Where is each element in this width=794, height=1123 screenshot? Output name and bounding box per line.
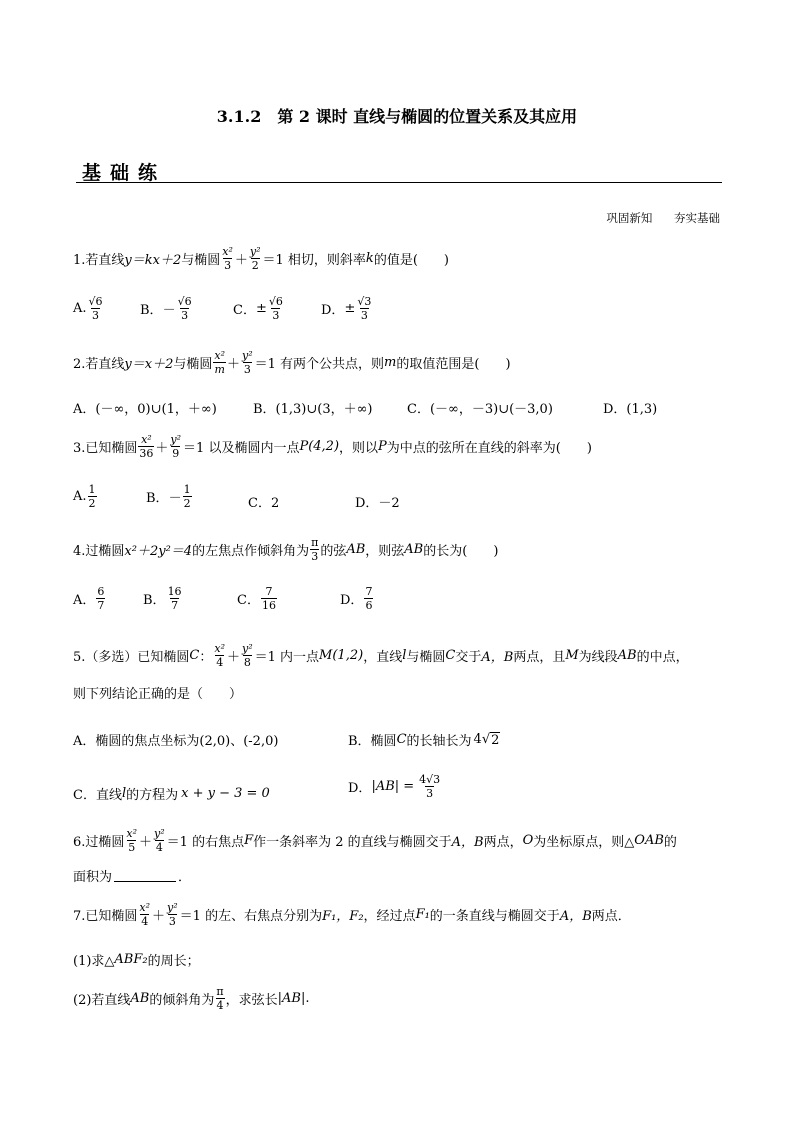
- fraction: [418, 774, 441, 799]
- question-4: [73, 537, 498, 562]
- q5-option-d[interactable]: [348, 774, 442, 799]
- text-segment: k: [365, 251, 374, 266]
- text-segment: m: [384, 355, 397, 370]
- fraction-denominator: 3: [272, 309, 280, 322]
- text-segment: B．: [143, 593, 166, 608]
- text-segment: ，经过点: [363, 909, 416, 924]
- fraction-denominator: 3: [181, 309, 189, 322]
- question-7-part-1: [73, 950, 200, 969]
- q5-option-c[interactable]: [73, 784, 270, 803]
- q2-option-a[interactable]: A．(－∞，0)∪(1，＋∞): [73, 402, 217, 417]
- fraction-denominator: 2: [88, 497, 96, 510]
- text-segment: ＝1 相切，则斜率: [262, 253, 366, 268]
- q4-option-a[interactable]: [73, 586, 106, 611]
- text-segment: OAB: [634, 833, 664, 848]
- text-segment: ＝1 的左、右焦点分别为: [179, 909, 323, 924]
- fraction-denominator: 7: [171, 599, 179, 612]
- text-segment: D．: [340, 593, 364, 608]
- fraction: [88, 296, 104, 321]
- question-7: [73, 902, 631, 927]
- question-6-line-2: [73, 866, 191, 885]
- fraction-numerator: √3: [357, 295, 372, 308]
- text-segment: l: [121, 786, 127, 801]
- text-segment: 的: [663, 835, 677, 850]
- answer-blank[interactable]: [114, 869, 176, 882]
- text-segment: 面积为: [73, 870, 113, 885]
- text-segment: B．椭圆: [348, 734, 397, 749]
- text-segment: B．: [146, 491, 169, 506]
- fraction: [364, 586, 373, 611]
- text-segment: C．: [237, 593, 260, 608]
- question-6: [73, 828, 677, 853]
- text-segment: |AB|: [277, 991, 306, 1006]
- text-segment: －: [162, 303, 176, 318]
- text-segment: ．: [178, 870, 192, 885]
- q1-option-c[interactable]: [233, 296, 285, 321]
- text-segment: ，直线: [363, 650, 403, 665]
- text-segment: C: [445, 648, 456, 663]
- fraction: [261, 586, 277, 611]
- text-segment: AB: [346, 542, 366, 557]
- fraction-numerator: 1: [88, 483, 96, 496]
- fraction: [215, 986, 224, 1011]
- fraction-numerator: y²: [170, 433, 182, 446]
- fraction-numerator: 16: [167, 585, 182, 598]
- fraction-numerator: 7: [265, 585, 273, 598]
- fraction: [153, 828, 166, 853]
- text-segment: ±: [344, 301, 356, 316]
- fraction: [221, 246, 234, 271]
- text-segment: AB: [617, 648, 637, 663]
- fraction-denominator: 2: [183, 497, 191, 510]
- text-segment: －: [168, 491, 182, 506]
- fraction-numerator: y²: [242, 642, 253, 655]
- text-segment: ，则弦: [365, 544, 405, 559]
- fraction-numerator: x²: [126, 827, 138, 840]
- section-heading: 基础练: [82, 162, 167, 184]
- text-segment: O: [522, 833, 534, 848]
- text-segment: A.: [73, 489, 87, 504]
- text-segment: 的左焦点作倾斜角为: [192, 544, 310, 559]
- fraction-numerator: x²: [222, 245, 233, 258]
- text-segment: y＝kx＋2: [124, 253, 182, 268]
- q4-option-d[interactable]: [340, 586, 374, 611]
- fraction-numerator: y²: [154, 827, 165, 840]
- text-segment: ＝1 以及椭圆内一点: [183, 441, 300, 456]
- fraction: [268, 296, 284, 321]
- q2-option-d[interactable]: D．(1,3): [603, 402, 658, 417]
- fraction-numerator: 1: [183, 483, 191, 496]
- fraction-denominator: 8: [243, 656, 251, 669]
- fraction-denominator: 3: [224, 259, 232, 272]
- text-segment: 的方程为: [126, 788, 179, 803]
- fraction-denominator: 2: [251, 259, 259, 272]
- text-segment: D．: [321, 303, 345, 318]
- text-segment: ，则以: [339, 441, 379, 456]
- fraction: [249, 246, 262, 271]
- text-segment: 4.过椭圆: [73, 544, 125, 559]
- fraction-denominator: 3: [426, 787, 434, 800]
- text-segment: 6.过椭圆: [73, 835, 125, 850]
- text-segment: A．: [73, 593, 96, 608]
- q4-option-b[interactable]: [143, 586, 184, 611]
- text-segment: 的取值范围是( ): [396, 357, 511, 372]
- q1-option-d[interactable]: [321, 296, 373, 321]
- text-segment: ＋: [227, 357, 241, 372]
- text-segment: (1)求△: [73, 954, 115, 969]
- text-segment: 两点，: [483, 835, 523, 850]
- question-1: [73, 246, 449, 271]
- text-segment: 的长轴长为: [406, 734, 472, 749]
- text-segment: |AB| =: [371, 779, 415, 794]
- text-segment: 的一条直线与椭圆交于: [429, 909, 560, 924]
- text-segment: 交于: [455, 650, 482, 665]
- text-segment: 的倾斜角为: [149, 993, 215, 1008]
- fraction-denominator: 4: [216, 999, 224, 1012]
- fraction-numerator: 7: [365, 585, 373, 598]
- question-2: [73, 350, 511, 375]
- fraction-numerator: 4√3: [419, 773, 441, 786]
- text-segment: .: [305, 991, 310, 1006]
- fraction-numerator: π: [311, 536, 319, 549]
- q2-option-b[interactable]: B．(1,3)∪(3，＋∞): [253, 402, 373, 417]
- text-segment: F₁，F₂: [322, 909, 364, 924]
- text-segment: AB: [130, 991, 150, 1006]
- text-segment: ＋: [234, 253, 248, 268]
- text-segment: B．: [140, 303, 163, 318]
- fraction-denominator: m: [214, 363, 225, 376]
- text-segment: 的弦: [320, 544, 347, 559]
- text-segment: l: [402, 648, 407, 663]
- fraction: [166, 902, 179, 927]
- text-segment: AB: [404, 542, 424, 557]
- text-segment: A，B: [559, 909, 592, 924]
- text-segment: 为坐标原点，则△: [533, 835, 635, 850]
- fraction-denominator: 7: [97, 599, 105, 612]
- fraction: [356, 296, 372, 321]
- text-segment: 与椭圆: [173, 357, 213, 372]
- text-segment: P(4,2): [299, 439, 340, 454]
- text-segment: x²＋2y²＝4: [124, 544, 193, 559]
- q4-option-c[interactable]: [237, 586, 278, 611]
- text-segment: 两点，且: [513, 650, 566, 665]
- question-5-line-2: 则下列结论正确的是（ ）: [73, 687, 243, 702]
- text-segment: C．直线: [73, 788, 122, 803]
- fraction-numerator: x²: [214, 642, 225, 655]
- fraction-denominator: 3: [243, 363, 251, 376]
- fraction-denominator: 16: [261, 599, 276, 612]
- fraction-denominator: 4: [216, 656, 224, 669]
- fraction-denominator: 36: [139, 447, 154, 460]
- q1-option-b[interactable]: [140, 296, 194, 321]
- text-segment: A.: [73, 301, 87, 316]
- text-segment: 的周长；: [147, 954, 200, 969]
- text-segment: ABF₂: [114, 952, 148, 967]
- q2-option-c[interactable]: C．(－∞，－3)∪(－3,0): [407, 402, 553, 417]
- text-segment: ＋: [155, 441, 169, 456]
- fraction-denominator: 4: [155, 841, 163, 854]
- fraction: [241, 643, 254, 668]
- text-segment: 为线段: [578, 650, 618, 665]
- fraction: [138, 902, 151, 927]
- text-segment: ：: [199, 650, 213, 665]
- q3-option-a[interactable]: [73, 484, 98, 509]
- fraction-numerator: √6: [268, 295, 283, 308]
- fraction-numerator: √6: [88, 295, 103, 308]
- text-segment: ＋: [139, 835, 153, 850]
- page-title: 3.1.2 第 2 课时 直线与椭圆的位置关系及其应用: [216, 107, 578, 126]
- fraction-numerator: x²: [141, 433, 152, 446]
- section-motto: 巩固新知 夯实基础: [606, 211, 720, 225]
- text-segment: 4: [473, 732, 482, 747]
- fraction-denominator: 3: [168, 915, 176, 928]
- text-segment: 5.（多选）已知椭圆: [73, 650, 190, 665]
- text-segment: ＝1 内一点: [254, 650, 320, 665]
- fraction-numerator: x²: [214, 349, 225, 362]
- text-segment: ＝1 有两个公共点，则: [254, 357, 385, 372]
- text-segment: 为中点的弦所在直线的斜率为( ): [386, 441, 592, 456]
- text-segment: y＝x＋2: [124, 357, 174, 372]
- text-segment: C．: [233, 303, 256, 318]
- text-segment: 1.若直线: [73, 253, 125, 268]
- fraction-numerator: y²: [242, 349, 253, 362]
- text-segment: P: [378, 439, 387, 454]
- fraction-denominator: 3: [360, 309, 368, 322]
- fraction: [125, 828, 138, 853]
- fraction-numerator: y²: [167, 901, 178, 914]
- text-segment: D．: [348, 781, 372, 796]
- fraction: [177, 296, 193, 321]
- text-segment: 的值是( ): [373, 253, 449, 268]
- fraction: [96, 586, 105, 611]
- text-segment: 与椭圆: [406, 650, 446, 665]
- fraction-numerator: 6: [97, 585, 105, 598]
- fraction-numerator: x²: [139, 901, 151, 914]
- text-segment: C: [396, 732, 407, 747]
- question-5: [73, 643, 689, 668]
- text-segment: 2: [491, 732, 500, 748]
- text-segment: M(1,2): [319, 648, 364, 663]
- text-segment: F: [244, 833, 254, 848]
- fraction: [138, 434, 154, 459]
- fraction-numerator: √6: [177, 295, 192, 308]
- q3-option-c[interactable]: C．2: [248, 496, 280, 511]
- q1-option-a[interactable]: [73, 296, 105, 321]
- fraction: [213, 350, 226, 375]
- text-segment: A，B: [481, 650, 514, 665]
- fraction: [88, 484, 97, 509]
- question-7-part-2: [73, 986, 309, 1011]
- text-segment: 作一条斜率为 2 的直线与椭圆交于: [253, 835, 452, 850]
- q3-option-b[interactable]: [146, 484, 193, 509]
- text-segment: (2)若直线: [73, 993, 131, 1008]
- text-segment: 与椭圆: [181, 253, 221, 268]
- fraction: [183, 484, 192, 509]
- text-segment: M: [565, 648, 579, 663]
- text-segment: 3.已知椭圆: [73, 441, 138, 456]
- question-3: [73, 434, 592, 459]
- text-segment: ＋: [227, 650, 241, 665]
- fraction-numerator: y²: [249, 245, 261, 258]
- fraction-denominator: 3: [311, 550, 319, 563]
- text-segment: 2.若直线: [73, 357, 125, 372]
- section-divider: [76, 182, 722, 183]
- fraction: [241, 350, 254, 375]
- fraction: [310, 537, 319, 562]
- text-segment: C: [189, 648, 200, 663]
- fraction: [213, 643, 226, 668]
- text-segment: ，求弦长: [225, 993, 278, 1008]
- text-segment: 7.已知椭圆: [73, 909, 138, 924]
- fraction-denominator: 3: [92, 309, 100, 322]
- fraction-denominator: 6: [365, 599, 373, 612]
- text-segment: A，B: [451, 835, 484, 850]
- text-segment: x + y − 3 = 0: [181, 786, 270, 801]
- fraction: [169, 434, 182, 459]
- fraction-denominator: 9: [172, 447, 180, 460]
- text-segment: ＋: [152, 909, 166, 924]
- text-segment: F₁: [415, 907, 430, 922]
- text-segment: √: [481, 732, 491, 747]
- fraction-denominator: 4: [141, 915, 149, 928]
- text-segment: ＝1 的右焦点: [166, 835, 245, 850]
- text-segment: ±: [255, 301, 267, 316]
- q3-option-d[interactable]: D．－2: [355, 496, 400, 511]
- fraction: [167, 586, 183, 611]
- q5-option-b[interactable]: [348, 730, 500, 749]
- fraction-denominator: 5: [128, 841, 136, 854]
- text-segment: 两点．: [591, 909, 631, 924]
- q5-option-a[interactable]: A．椭圆的焦点坐标为(2,0)、(-2,0): [73, 734, 279, 749]
- fraction-numerator: π: [216, 985, 224, 998]
- text-segment: 的长为( ): [423, 544, 499, 559]
- text-segment: 的中点，: [636, 650, 689, 665]
